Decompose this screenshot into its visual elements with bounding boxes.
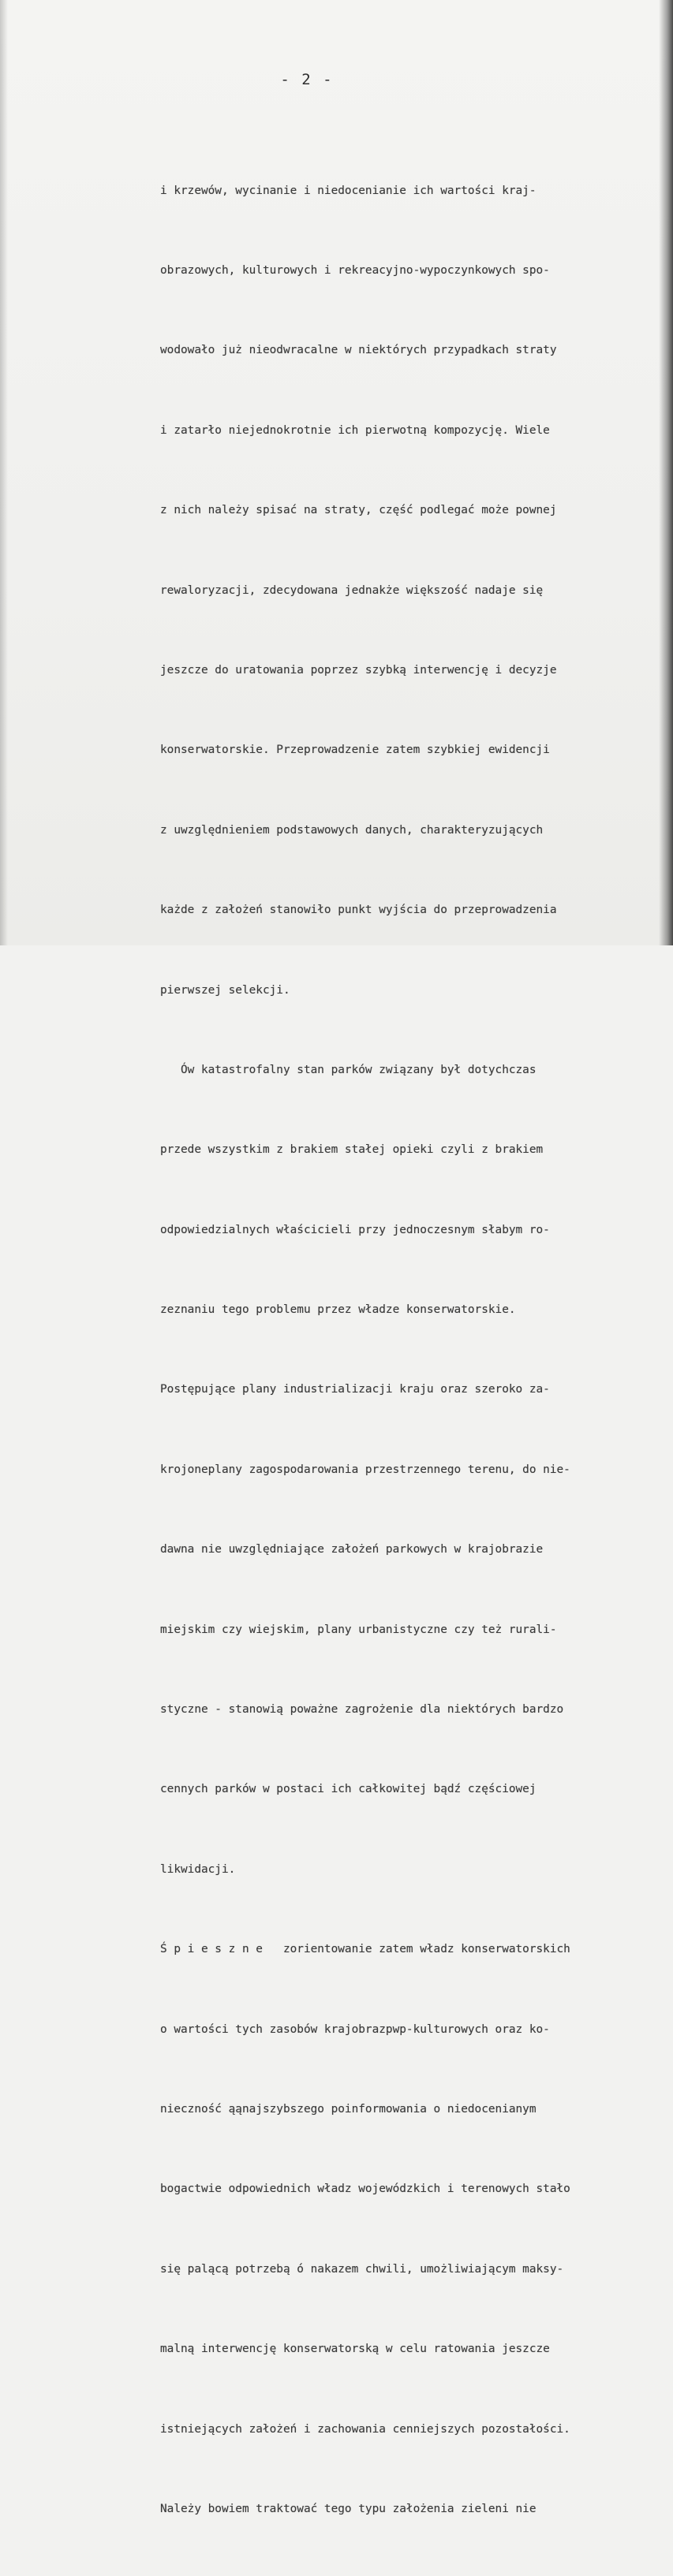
text-line: z nich należy spisać na straty, część podlegać może pownej — [160, 504, 557, 517]
page-number: - 2 - — [280, 71, 334, 88]
text-line: miejskim czy wiejskim, plany urbanistyczne czy też rurali- — [160, 1623, 557, 1636]
text-line: zeznaniu tego problemu przez władze konserwatorskie. — [160, 1303, 516, 1317]
text-line: rewaloryzacji, zdecydowana jednakże większość nadaje się — [160, 583, 544, 597]
scan-shadow-right — [659, 0, 673, 945]
text-line: pierwszej selekcji. — [160, 983, 290, 997]
text-line: malną interwencję konserwatorską w celu ratowania jeszcze — [160, 2343, 550, 2356]
text-line: i zatarło niejednokrotnie ich pierwotną kompozycję. Wiele — [160, 423, 550, 437]
text-line: nieczność ąąnajszybszego poinformowania o niedocenianym — [160, 2102, 537, 2116]
text-line: i krzewów, wycinanie i niedocenianie ich wartości kraj- — [160, 184, 537, 197]
text-line: każde z założeń stanowiło punkt wyjścia do przeprowadzenia — [160, 904, 557, 917]
text-line: Ś p i e s z n e zorientowanie zatem władz konserwatorskich — [160, 1943, 570, 1956]
text-line: obrazowych, kulturowych i rekreacyjno-wypoczynkowych spo- — [160, 263, 550, 277]
text-line: istniejących założeń i zachowania cenniejszych pozostałości. — [160, 2422, 570, 2436]
text-line: Ów katastrofalny stan parków związany był dotychczas — [160, 1063, 537, 1076]
text-line: likwidacji. — [160, 1862, 236, 1876]
text-line: Postępujące plany industrializacji kraju oraz szeroko za- — [160, 1383, 550, 1396]
text-line: bogactwie odpowiednich władz wojewódzkich i terenowych stało — [160, 2183, 570, 2196]
text-line: cennych parków w postaci ich całkowitej bądź częściowej — [160, 1783, 537, 1796]
typed-paragraphs — [160, 125, 641, 2576]
text-line: Należy bowiem traktować tego typu założenia zieleni nie — [160, 2502, 537, 2515]
scan-shadow-left — [0, 0, 8, 945]
text-line: się palącą potrzebą ó nakazem chwili, umożliwiającym maksy- — [160, 2262, 564, 2276]
text-line: konserwatorskie. Przeprowadzenie zatem szybkiej ewidencji — [160, 744, 550, 757]
text-line: styczne - stanowią poważne zagrożenie dla niektórych bardzo — [160, 1703, 564, 1717]
text-line: o wartości tych zasobów krajobrazpwp-kulturowych oraz ko- — [160, 2022, 550, 2036]
text-line: przede wszystkim z brakiem stałej opieki czyli z brakiem — [160, 1143, 544, 1157]
text-line: odpowiedzialnych właścicieli przy jednoczesnym słabym ro- — [160, 1223, 550, 1236]
text-line: krojoneplany zagospodarowania przestrzennego terenu, do nie- — [160, 1463, 570, 1476]
text-line: wodowało już nieodwracalne w niektórych przypadkach straty — [160, 344, 557, 357]
text-line: dawna nie uwzględniające założeń parkowych w krajobrazie — [160, 1543, 544, 1556]
text-line: z uwzględnieniem podstawowych danych, charakteryzujących — [160, 823, 544, 837]
text-line: jeszcze do uratowania poprzez szybką interwencję i decyzje — [160, 663, 557, 677]
